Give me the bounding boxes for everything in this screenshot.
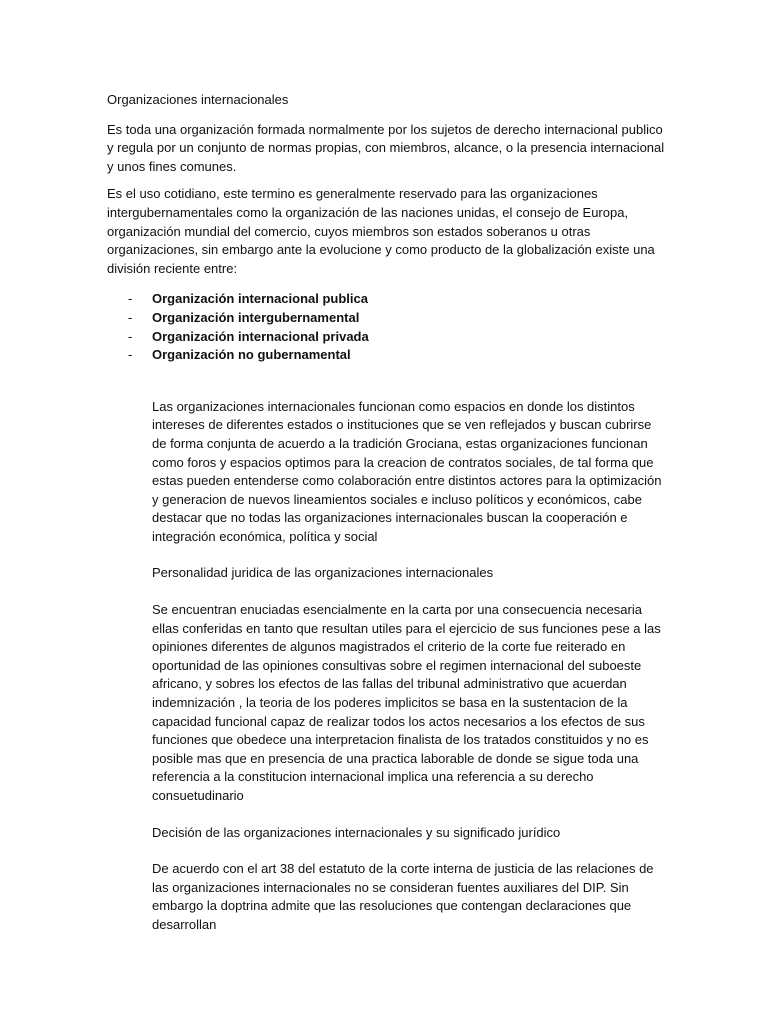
body-paragraph-3: De acuerdo con el art 38 del estatuto de la corte interna de justicia de las relaciones de las organizaciones internacionales no se consideran fuentes auxiliares del DIP. Sin embargo la doptrina admite que las resoluciones que contengan declaraciones que desarrollan xyxy=(152,861,654,932)
list-item: - Organización no gubernamental xyxy=(107,346,667,365)
organization-types-list xyxy=(107,290,667,364)
list-dash: - xyxy=(128,309,133,325)
list-item: - Organización intergubernamental xyxy=(107,309,667,328)
heading-decision-organizaciones: Decisión de las organizaciones internacionales y su significado jurídico xyxy=(152,824,561,840)
document-page xyxy=(107,91,667,944)
list-dash: - xyxy=(128,328,133,344)
body-paragraph-1: Las organizaciones internacionales funcionan como espacios en donde los distintos intereses de diferentes estados o instituciones que se ven reflejados y buscan cubrirse de forma conjunta de acuerdo a la tradición Grociana, estas organizaciones funcionan como foros y espacios optimos para la creacion de contratos sociales, de tal forma que estas pueden entenderse como colaboración entre distintos actores para la optimización y generacion de nuevos lineamientos sociales e incluso políticos y económicos, cabe destacar que no todas las organizaciones internacionales buscan la cooperación e integración económica, política y social xyxy=(152,398,662,544)
document-title: Organizaciones internacionales xyxy=(107,92,289,107)
list-dash: - xyxy=(128,347,133,363)
list-item: - Organización internacional privada xyxy=(107,328,667,347)
indented-section xyxy=(152,398,667,935)
intro-paragraph-2: Es el uso cotidiano, este termino es generalmente reservado para las organizaciones intergubernamentales como la organización de las naciones unidas, el consejo de Europa, organización mundial del comercio, cuyos miembros son estados soberanos u otras organizaciones, sin embargo ante la evolucione y como producto de la globalización existe una división reciente entre: xyxy=(107,186,655,276)
list-item: - Organización internacional publica xyxy=(107,290,667,309)
intro-paragraph-1: Es toda una organización formada normalmente por los sujetos de derecho internacional publico y regula por un conjunto de normas propias, con miembros, alcance, o la presencia internacional y unos fines comunes. xyxy=(107,121,665,174)
heading-personalidad-juridica: Personalidad juridica de las organizaciones internacionales xyxy=(152,565,494,581)
body-paragraph-2: Se encuentran enuciadas esencialmente en la carta por una consecuencia necesaria ellas conferidas en tanto que resultan utiles para el ejercicio de sus funciones pese a las opiniones diferentes de algunos magistrados el criterio de la corte fue reiterado en oportunidad de las opiniones consultivas sobre el regimen internacional del suboeste africano, y sobres los efectos de las fallas del tribunal administrativo que acuerdan indemnización , la teoria de los poderes implicitos se basa en la sustentacion de la capacidad funcional capaz de realizar todos los actos necesarios a los efectos de sus funciones que obedece una interpretacion finalista de los tratados constituidos y no es posible mas que en presencia de una practica laborable de donde se sigue toda una referencia a la constitucion internacional implica una referencia a su derecho consuetudinario xyxy=(152,602,661,803)
list-dash: - xyxy=(128,291,133,307)
